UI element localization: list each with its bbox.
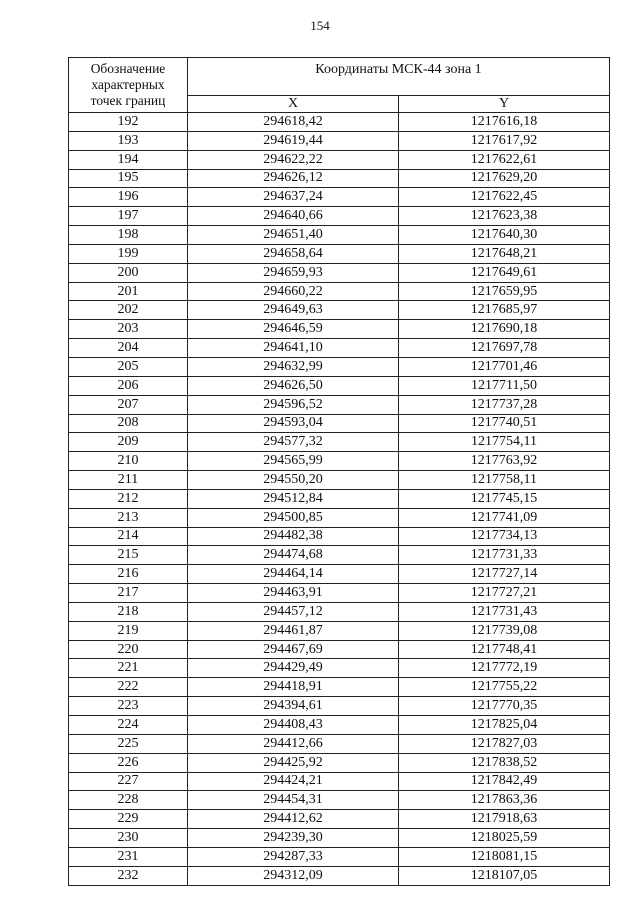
y-coordinate-cell: 1217748,41 (399, 640, 610, 659)
x-coordinate-cell: 294640,66 (188, 207, 399, 226)
table-row (69, 621, 610, 640)
point-number-cell: 205 (69, 357, 188, 376)
y-coordinate-cell: 1217649,61 (399, 263, 610, 282)
x-coordinate-cell: 294618,42 (188, 113, 399, 132)
table-row (69, 866, 610, 885)
point-number-cell: 206 (69, 376, 188, 395)
designation-header-line-3: точек границ (90, 93, 166, 108)
y-coordinate-cell: 1217838,52 (399, 753, 610, 772)
y-coordinate-cell: 1217685,97 (399, 301, 610, 320)
y-coordinate-cell: 1217825,04 (399, 716, 610, 735)
y-coordinate-cell: 1217648,21 (399, 244, 610, 263)
table-row (69, 471, 610, 490)
x-coordinate-cell: 294596,52 (188, 395, 399, 414)
y-coordinate-cell: 1217731,33 (399, 546, 610, 565)
x-coordinate-cell: 294577,32 (188, 433, 399, 452)
y-coordinate-cell: 1217770,35 (399, 697, 610, 716)
x-coordinate-cell: 294429,49 (188, 659, 399, 678)
table-row (69, 678, 610, 697)
table-row (69, 226, 610, 245)
point-number-cell: 229 (69, 810, 188, 829)
coordinates-table (68, 57, 610, 886)
y-coordinate-cell: 1217690,18 (399, 320, 610, 339)
x-coordinate-cell: 294637,24 (188, 188, 399, 207)
y-coordinate-cell: 1217711,50 (399, 376, 610, 395)
y-coordinate-cell: 1217827,03 (399, 734, 610, 753)
point-number-cell: 193 (69, 131, 188, 150)
x-coordinate-cell: 294649,63 (188, 301, 399, 320)
y-coordinate-cell: 1217659,95 (399, 282, 610, 301)
x-coordinate-cell: 294660,22 (188, 282, 399, 301)
point-number-cell: 197 (69, 207, 188, 226)
x-coordinate-cell: 294482,38 (188, 527, 399, 546)
table-row (69, 169, 610, 188)
point-number-cell: 199 (69, 244, 188, 263)
point-number-cell: 204 (69, 339, 188, 358)
x-coordinate-cell: 294550,20 (188, 471, 399, 490)
table-row (69, 357, 610, 376)
coordinates-system-header: Координаты МСК-44 зона 1 (188, 58, 610, 96)
y-coordinate-cell: 1218107,05 (399, 866, 610, 885)
point-number-cell: 192 (69, 113, 188, 132)
point-number-cell: 195 (69, 169, 188, 188)
x-coordinate-cell: 294312,09 (188, 866, 399, 885)
x-coordinate-cell: 294512,84 (188, 489, 399, 508)
point-number-cell: 226 (69, 753, 188, 772)
point-number-cell: 202 (69, 301, 188, 320)
x-coordinate-cell: 294659,93 (188, 263, 399, 282)
x-coordinate-cell: 294565,99 (188, 452, 399, 471)
x-coordinate-cell: 294425,92 (188, 753, 399, 772)
table-row (69, 376, 610, 395)
designation-header-line-2: характерных (91, 77, 165, 92)
y-coordinate-cell: 1217734,13 (399, 527, 610, 546)
y-coordinate-cell: 1217763,92 (399, 452, 610, 471)
table-row (69, 640, 610, 659)
y-coordinate-cell: 1217918,63 (399, 810, 610, 829)
table-row (69, 414, 610, 433)
table-row (69, 263, 610, 282)
table-row (69, 791, 610, 810)
point-number-cell: 221 (69, 659, 188, 678)
table-row (69, 565, 610, 584)
y-coordinate-cell: 1217623,38 (399, 207, 610, 226)
y-coordinate-cell: 1217863,36 (399, 791, 610, 810)
point-number-cell: 222 (69, 678, 188, 697)
y-coordinate-cell: 1217737,28 (399, 395, 610, 414)
x-coordinate-cell: 294287,33 (188, 847, 399, 866)
x-coordinate-cell: 294424,21 (188, 772, 399, 791)
x-coordinate-cell: 294464,14 (188, 565, 399, 584)
point-number-cell: 209 (69, 433, 188, 452)
table-row (69, 339, 610, 358)
table-row (69, 829, 610, 848)
y-coordinate-cell: 1217727,14 (399, 565, 610, 584)
x-coordinate-cell: 294626,12 (188, 169, 399, 188)
x-coordinate-cell: 294467,69 (188, 640, 399, 659)
y-coordinate-cell: 1217617,92 (399, 131, 610, 150)
designation-header (69, 58, 188, 113)
point-number-cell: 194 (69, 150, 188, 169)
x-coordinate-cell: 294454,31 (188, 791, 399, 810)
table-row (69, 489, 610, 508)
x-coordinate-cell: 294457,12 (188, 602, 399, 621)
point-number-cell: 225 (69, 734, 188, 753)
x-coordinate-cell: 294500,85 (188, 508, 399, 527)
x-coordinate-cell: 294646,59 (188, 320, 399, 339)
point-number-cell: 214 (69, 527, 188, 546)
point-number-cell: 231 (69, 847, 188, 866)
point-number-cell: 212 (69, 489, 188, 508)
table-row (69, 113, 610, 132)
point-number-cell: 200 (69, 263, 188, 282)
y-coordinate-cell: 1217754,11 (399, 433, 610, 452)
y-coordinate-cell: 1217629,20 (399, 169, 610, 188)
y-coordinate-cell: 1217697,78 (399, 339, 610, 358)
table-body (69, 113, 610, 886)
point-number-cell: 203 (69, 320, 188, 339)
y-coordinate-cell: 1217616,18 (399, 113, 610, 132)
point-number-cell: 207 (69, 395, 188, 414)
point-number-cell: 219 (69, 621, 188, 640)
point-number-cell: 224 (69, 716, 188, 735)
x-coordinate-cell: 294474,68 (188, 546, 399, 565)
table-row (69, 716, 610, 735)
point-number-cell: 215 (69, 546, 188, 565)
x-coordinate-cell: 294239,30 (188, 829, 399, 848)
point-number-cell: 196 (69, 188, 188, 207)
table-row (69, 150, 610, 169)
table-row (69, 433, 610, 452)
point-number-cell: 213 (69, 508, 188, 527)
y-coordinate-cell: 1217755,22 (399, 678, 610, 697)
point-number-cell: 216 (69, 565, 188, 584)
y-column-header: Y (399, 96, 610, 113)
table-row (69, 452, 610, 471)
point-number-cell: 228 (69, 791, 188, 810)
x-coordinate-cell: 294461,87 (188, 621, 399, 640)
x-coordinate-cell: 294651,40 (188, 226, 399, 245)
y-coordinate-cell: 1217622,45 (399, 188, 610, 207)
point-number-cell: 208 (69, 414, 188, 433)
point-number-cell: 210 (69, 452, 188, 471)
y-coordinate-cell: 1217740,51 (399, 414, 610, 433)
table-row (69, 527, 610, 546)
point-number-cell: 217 (69, 584, 188, 603)
table-row (69, 584, 610, 603)
x-coordinate-cell: 294632,99 (188, 357, 399, 376)
table-row (69, 508, 610, 527)
y-coordinate-cell: 1218081,15 (399, 847, 610, 866)
table-row (69, 282, 610, 301)
table-row (69, 734, 610, 753)
table-row (69, 188, 610, 207)
table-row (69, 244, 610, 263)
point-number-cell: 220 (69, 640, 188, 659)
point-number-cell: 230 (69, 829, 188, 848)
y-coordinate-cell: 1217772,19 (399, 659, 610, 678)
point-number-cell: 218 (69, 602, 188, 621)
y-coordinate-cell: 1217727,21 (399, 584, 610, 603)
y-coordinate-cell: 1217622,61 (399, 150, 610, 169)
table-row (69, 697, 610, 716)
point-number-cell: 201 (69, 282, 188, 301)
y-coordinate-cell: 1217745,15 (399, 489, 610, 508)
x-coordinate-cell: 294408,43 (188, 716, 399, 735)
point-number-cell: 211 (69, 471, 188, 490)
table-row (69, 659, 610, 678)
point-number-cell: 223 (69, 697, 188, 716)
designation-header-line-1: Обозначение (90, 61, 166, 76)
page-number: 154 (310, 18, 330, 33)
y-coordinate-cell: 1217741,09 (399, 508, 610, 527)
y-coordinate-cell: 1218025,59 (399, 829, 610, 848)
x-coordinate-cell: 294641,10 (188, 339, 399, 358)
table-row (69, 546, 610, 565)
x-column-header: X (188, 96, 399, 113)
x-coordinate-cell: 294412,66 (188, 734, 399, 753)
table-row (69, 207, 610, 226)
x-coordinate-cell: 294622,22 (188, 150, 399, 169)
table-row (69, 753, 610, 772)
table-row (69, 320, 610, 339)
table-row (69, 395, 610, 414)
y-coordinate-cell: 1217731,43 (399, 602, 610, 621)
x-coordinate-cell: 294626,50 (188, 376, 399, 395)
table-row (69, 301, 610, 320)
point-number-cell: 227 (69, 772, 188, 791)
table-row (69, 131, 610, 150)
point-number-cell: 232 (69, 866, 188, 885)
y-coordinate-cell: 1217701,46 (399, 357, 610, 376)
table-row (69, 810, 610, 829)
x-coordinate-cell: 294593,04 (188, 414, 399, 433)
x-coordinate-cell: 294463,91 (188, 584, 399, 603)
y-coordinate-cell: 1217758,11 (399, 471, 610, 490)
x-coordinate-cell: 294619,44 (188, 131, 399, 150)
y-coordinate-cell: 1217842,49 (399, 772, 610, 791)
table-row (69, 847, 610, 866)
x-coordinate-cell: 294418,91 (188, 678, 399, 697)
y-coordinate-cell: 1217739,08 (399, 621, 610, 640)
table-row (69, 602, 610, 621)
point-number-cell: 198 (69, 226, 188, 245)
x-coordinate-cell: 294394,61 (188, 697, 399, 716)
table-row (69, 772, 610, 791)
x-coordinate-cell: 294412,62 (188, 810, 399, 829)
y-coordinate-cell: 1217640,30 (399, 226, 610, 245)
x-coordinate-cell: 294658,64 (188, 244, 399, 263)
